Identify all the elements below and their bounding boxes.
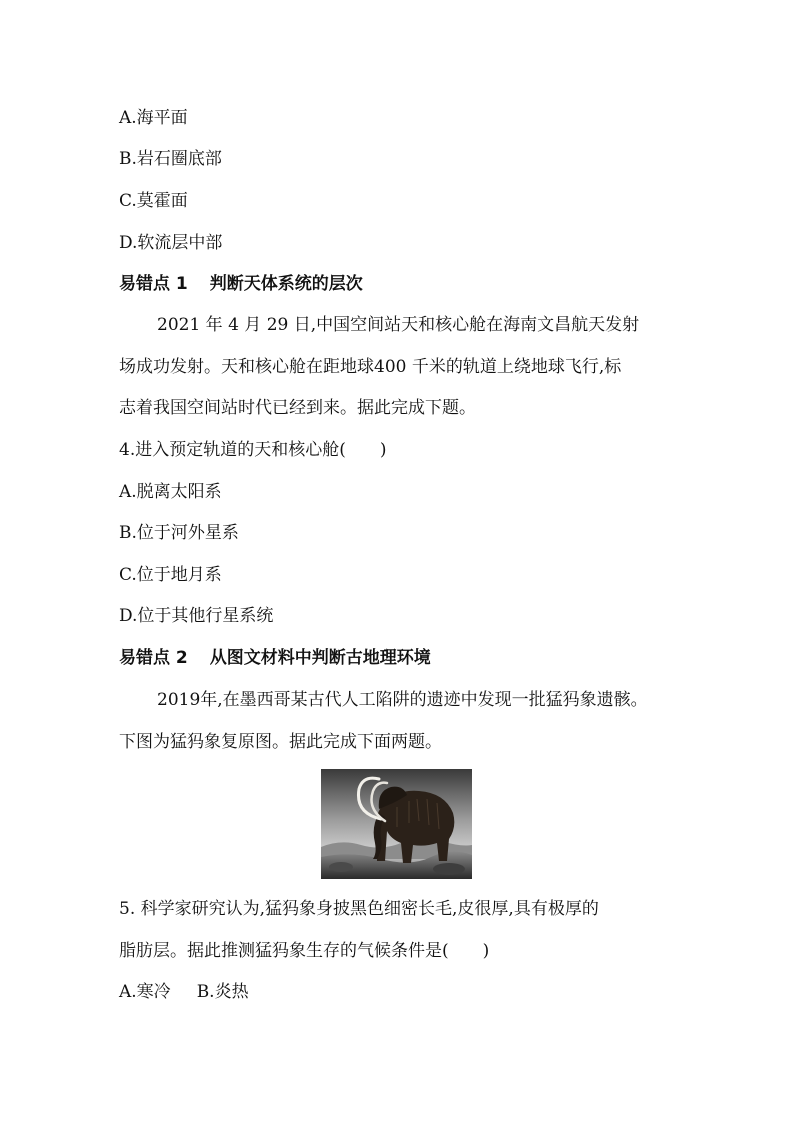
q4-option-a: A.脱离太阳系	[119, 482, 222, 502]
q4-option-d: D.位于其他行星系统	[119, 606, 274, 626]
q5-option-a: A.寒冷	[119, 982, 171, 1002]
q5-options	[119, 981, 249, 1003]
mammoth-figure	[321, 769, 472, 879]
passage-line: 下图为猛犸象复原图。据此完成下面两题。	[119, 732, 442, 752]
section-title: 判断天体系统的层次	[209, 274, 363, 294]
section-label: 易错点 1	[119, 274, 188, 294]
q4-stem: 4.进入预定轨道的天和核心舱( )	[119, 440, 387, 460]
q5-option-b: B.炎热	[196, 982, 249, 1002]
section-heading-1	[119, 273, 363, 295]
q3-option-c: C.莫霍面	[119, 191, 188, 211]
section-title: 从图文材料中判断古地理环境	[209, 648, 431, 668]
q5-stem-line: 脂肪层。据此推测猛犸象生存的气候条件是( )	[119, 941, 490, 961]
passage-line: 志着我国空间站时代已经到来。据此完成下题。	[119, 398, 476, 418]
passage-line: 2021 年 4 月 29 日,中国空间站天和核心舱在海南文昌航天发射	[157, 315, 640, 335]
q3-option-d: D.软流层中部	[119, 233, 223, 253]
q5-stem-line: 5. 科学家研究认为,猛犸象身披黑色细密长毛,皮很厚,具有极厚的	[119, 899, 599, 919]
q4-option-b: B.位于河外星系	[119, 523, 239, 543]
passage-line: 2019年,在墨西哥某古代人工陷阱的遗迹中发现一批猛犸象遗骸。	[157, 690, 648, 710]
section-label: 易错点 2	[119, 648, 188, 668]
passage-line: 场成功发射。天和核心舱在距地球400 千米的轨道上绕地球飞行,标	[119, 357, 622, 377]
q3-option-a: A.海平面	[119, 108, 188, 128]
mammoth-illustration-icon	[321, 769, 472, 879]
q3-option-b: B.岩石圈底部	[119, 149, 222, 169]
section-heading-2	[119, 647, 431, 669]
q4-option-c: C.位于地月系	[119, 565, 222, 585]
